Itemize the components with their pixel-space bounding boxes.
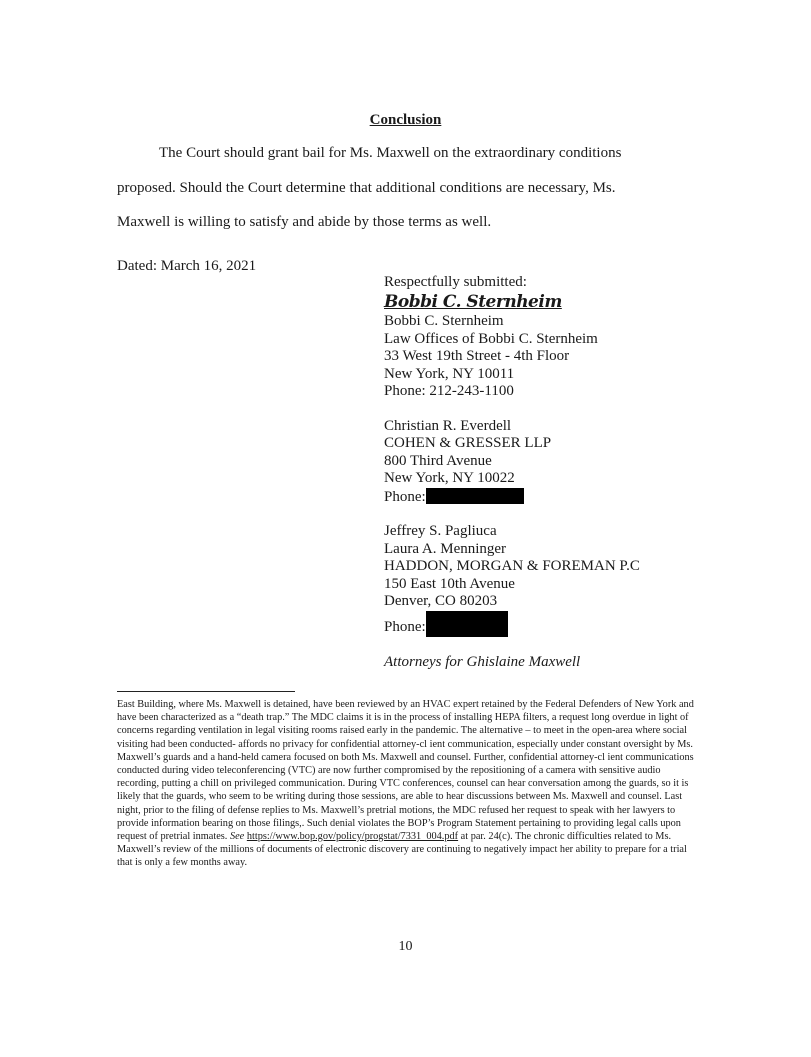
date-line: Dated: March 16, 2021 <box>117 258 257 274</box>
closing: Respectfully submitted: <box>384 274 527 290</box>
body-line-2: proposed. Should the Court determine that additional conditions are necessary, Ms. <box>117 180 616 196</box>
counsel3-firm: HADDON, MORGAN & FOREMAN P.C <box>384 558 640 574</box>
redaction-box <box>426 611 508 637</box>
footnote-text: East Building, where Ms. Maxwell is detained, have been reviewed by an HVAC expert retained by the Federal Defenders of New York and have been characterized as a “death trap.” The MDC claims it is in the process of installing HEPA filters, a request long overdue in light of concerns regarding ventilation in legal visiting rooms raised early in the pandemic. The alternative – to meet in the open-area where social visiting had been conducted- affords no privacy for confidential attorney-cl ient communication, especially under constant oversight by Ms. Maxwell’s guards and a hand-held camera focused on both Ms. Maxwell and counsel. Further, confidential attorney-cl ient communications conducted during video teleconferencing (VTC) are now further compromised by the repositioning of a camera with sensitive audio recording, putting a chill on privileged communication. During VTC conferences, counsel can hear conversation among the guards, so it is likely that the guards, who seem to be writing during those sessions, are able to hear discussions between Ms. Maxwell and counsel. Last night, prior to the filing of defense replies to Ms. Maxwell’s pretrial motions, the MDC refused her request to speak with her lawyers to provide information bearing on those filings,. Such denial violates the BOP’s Program Statement pertaining to providing legal calls upon request of pretrial inmates. <box>117 699 694 843</box>
attorneys-for: Attorneys for Ghislaine Maxwell <box>384 653 581 670</box>
counsel1-name: Bobbi C. Sternheim <box>384 313 504 329</box>
counsel2-firm: COHEN & GRESSER LLP <box>384 435 552 451</box>
footnote-text-end: at par. 24(c). The chronic difficulties related to Ms. Maxwell’s review of the millions of documents of electronic discovery are continuing to negatively impact her ability to prepare for a trial that is only a few months away. <box>117 831 687 869</box>
redaction-box <box>426 488 524 504</box>
counsel3-address1: 150 East 10th Avenue <box>384 575 515 592</box>
counsel1-firm: Law Offices of Bobbi C. Sternheim <box>384 330 598 347</box>
page-number: 10 <box>398 939 413 954</box>
footnote-link[interactable]: https://www.bop.gov/policy/progstat/7331_004.pdf <box>246 831 459 843</box>
counsel2-phone <box>384 488 640 507</box>
footnote <box>117 698 702 870</box>
counsel3-phone-label: Phone: <box>384 618 426 635</box>
signature: Bobbi C. Sternheim <box>384 291 562 312</box>
counsel1-address1: 33 West 19th Street - 4th Floor <box>384 348 570 364</box>
footnote-see: See <box>229 831 245 843</box>
body-line-1: The Court should grant bail for Ms. Maxwell on the extraordinary conditions <box>159 145 622 161</box>
counsel2-phone-label: Phone: <box>384 488 426 505</box>
counsel3-name1: Jeffrey S. Pagliuca <box>384 523 497 539</box>
counsel2-address1: 800 Third Avenue <box>384 452 492 469</box>
counsel3-name2: Laura A. Menninger <box>384 540 507 557</box>
counsel2-address2: New York, NY 10022 <box>384 470 515 486</box>
counsel1-address2: New York, NY 10011 <box>384 365 515 382</box>
body-line-3: Maxwell is willing to satisfy and abide by those terms as well. <box>117 214 492 230</box>
signature-block <box>384 274 640 671</box>
counsel2-name: Christian R. Everdell <box>384 417 512 434</box>
counsel3-phone <box>384 611 640 637</box>
counsel3-address2: Denver, CO 80203 <box>384 593 498 609</box>
footnote-rule <box>117 691 295 692</box>
counsel1-phone: Phone: 212-243-1100 <box>384 383 514 399</box>
section-heading: Conclusion <box>369 112 442 128</box>
